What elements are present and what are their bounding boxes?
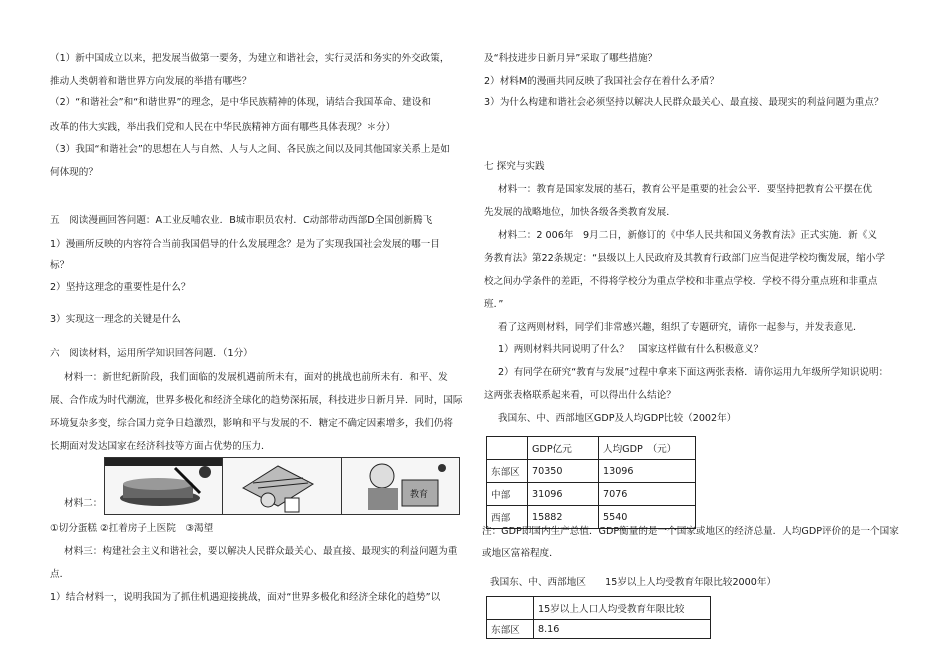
s6-m1-line-4: 长期面对发达国家在经济科技等方面占优势的压力．	[50, 441, 271, 452]
s7-m2-line-2: 务教育法》第22条规定：“县级以上人民政府及其教育行政部门应当促进学校均衡发展，缩小学	[484, 253, 885, 264]
s7-m1-line-1: 材料一：教育是国家发展的基石，教育公平是重要的社会公平．要坚持把教育公平摆在优	[498, 184, 873, 195]
s6-m1-line-2: 展、合作成为时代潮流，世界多极化和经济全球化的趋势深拓展，科技进步日新月异．同时，国际	[50, 395, 463, 406]
table-cell: 东部区	[487, 620, 534, 639]
education-table	[486, 596, 711, 639]
table-header-cell: 15岁以上人口人均受教育年限比较	[534, 597, 711, 620]
table-cell	[487, 597, 534, 620]
table-cell: 5540	[599, 506, 696, 529]
cartoon-panel-cake	[105, 458, 223, 514]
s5-q2: 2）坚持这理念的重要性是什么？	[50, 282, 191, 293]
s6-m3-line-2: 点．	[50, 569, 70, 580]
table-cell: 7076	[599, 483, 696, 506]
section-7-title: 七 探究与实践	[484, 161, 545, 172]
table-header-cell: GDP亿元	[528, 437, 599, 460]
table-row	[487, 597, 711, 620]
q4-3-line-2: 何体现的？	[50, 167, 98, 178]
section-6-title: 六 阅读材料，运用所学知识回答问题．（1分）	[50, 348, 253, 359]
s5-q1-line-2: 标？	[50, 260, 70, 271]
table-row	[487, 483, 696, 506]
table-1-note-line-2: 或地区富裕程度．	[482, 548, 559, 559]
s7-m1-line-2: 先发展的战略地位，加快各级各类教育发展．	[484, 207, 676, 218]
s5-q3: 3）实现这一理念的关键是什么	[50, 314, 181, 325]
s7-q2-line-2: 这两张表格联系起来看，可以得出什么结论？	[484, 390, 676, 401]
s6-q1-line-2: 及“科技进步日新月异”采取了哪些措施？	[484, 53, 658, 64]
s7-m2-line-1: 材料二：2 006年 9月二日，新修订的《中华人民共和国义务教育法》正式实施．新《义	[498, 230, 877, 241]
table-cell	[487, 437, 528, 460]
cartoon-panel-house	[223, 458, 341, 514]
q4-2-line-1: （2）“和谐社会”和“和谐世界”的理念，是中华民族精神的体现，请结合我国革命、建设和	[50, 97, 431, 108]
s7-q1: 1）两则材料共同说明了什么？ 国家这样做有什么积极意义？	[498, 344, 764, 355]
s6-m1-line-3: 环境复杂多变，综合国力竞争日趋激烈，影响和平与发展的不．糖定不确定因素增多，我们仍将	[50, 418, 453, 429]
house-on-back-icon	[223, 458, 341, 514]
table-1-note-line-1: 注：GDP即国内生产总值．GDP衡量的是一个国家或地区的经济总量．人均GDP评价的是一个国家	[482, 526, 899, 537]
s6-q1-line-1: 1）结合材料一，说明我国为了抓住机遇迎接挑战，面对“世界多极化和经济全球化的趋势”以	[50, 592, 441, 603]
s7-intro: 看了这两则材料，同学们非常感兴趣，组织了专题研究，请你一起参与，并发表意见．	[498, 322, 863, 333]
table-row	[487, 437, 696, 460]
table-header-cell: 人均GDP （元）	[599, 437, 696, 460]
table-cell: 13096	[599, 460, 696, 483]
cartoon-strip	[104, 457, 460, 515]
s7-m2-line-4: 班．”	[484, 299, 504, 310]
cartoon-book-label: 教育	[409, 490, 428, 500]
s6-m3-line-1: 材料三：构建社会主义和谐社会，要以解决人民群众最关心、最直接、最现实的利益问题为重	[64, 546, 458, 557]
table-cell: 70350	[528, 460, 599, 483]
q4-1-line-1: （1）新中国成立以来，把发展当做第一要务，为建立和谐社会，实行灵活和务实的外交政策，	[50, 53, 450, 64]
table-cell: 31096	[528, 483, 599, 506]
cartoon-panel-longing	[342, 458, 459, 514]
s7-q2-line-1: 2）有同学在研究“教育与发展”过程中拿来下面这两张表格．请你运用九年级所学知识说明：	[498, 367, 889, 378]
table-2-caption: 我国东、中、西部地区 15岁以上人均受教育年限比较2000年）	[490, 577, 777, 588]
table-cell: 8.16	[534, 620, 711, 639]
s6-q3: 3）为什么构建和谐社会必须坚持以解决人民群众最关心、最直接、最现实的利益问题为重点？	[484, 97, 884, 108]
s6-m2-label: 材料二：	[64, 498, 103, 509]
child-longing-icon	[342, 458, 459, 514]
s6-captions: ①切分蛋糕 ②扛着房子上医院 ③渴望	[50, 523, 214, 534]
s7-m2-line-3: 校之间办学条件的差距，不得将学校分为重点学校和非重点学校．学校不得分重点班和非重点	[484, 276, 878, 287]
q4-1-line-2: 推动人类朝着和谐世界方向发展的举措有哪些？	[50, 76, 252, 87]
q4-3-line-1: （3）我国“和谐社会”的思想在人与自然、人与人之间、各民族之间以及同其他国家关系上是如	[50, 144, 450, 155]
table-row	[487, 620, 711, 639]
table-cell: 东部区	[487, 460, 528, 483]
cake-cutting-icon	[105, 458, 223, 514]
table-cell: 中部	[487, 483, 528, 506]
s6-q2: 2）材料M的漫画共同反映了我国社会存在着什么矛盾？	[484, 76, 720, 87]
table-1-caption: 我国东、中、西部地区GDP及人均GDP比较（2002年）	[498, 413, 737, 424]
table-row	[487, 460, 696, 483]
section-5-title: 五 阅读漫画回答问题：A工业反哺农业．B城市职员农村．C动部带动西部D全国创新腾飞	[50, 215, 433, 226]
gdp-table	[486, 436, 696, 529]
s5-q1-line-1: 1）漫画所反映的内容符合当前我国倡导的什么发展理念？是为了实现我国社会发展的哪一目	[50, 239, 440, 250]
table-cell: 西部	[487, 506, 528, 529]
s6-m1-line-1: 材料一：新世纪新阶段，我们面临的发展机遇前所未有，面对的挑战也前所未有．和平、发	[64, 372, 448, 383]
table-cell: 15882	[528, 506, 599, 529]
q4-2-line-2: 改革的伟大实践，举出我们党和人民在中华民族精神方面有哪些具体表现？＊分）	[50, 122, 396, 133]
